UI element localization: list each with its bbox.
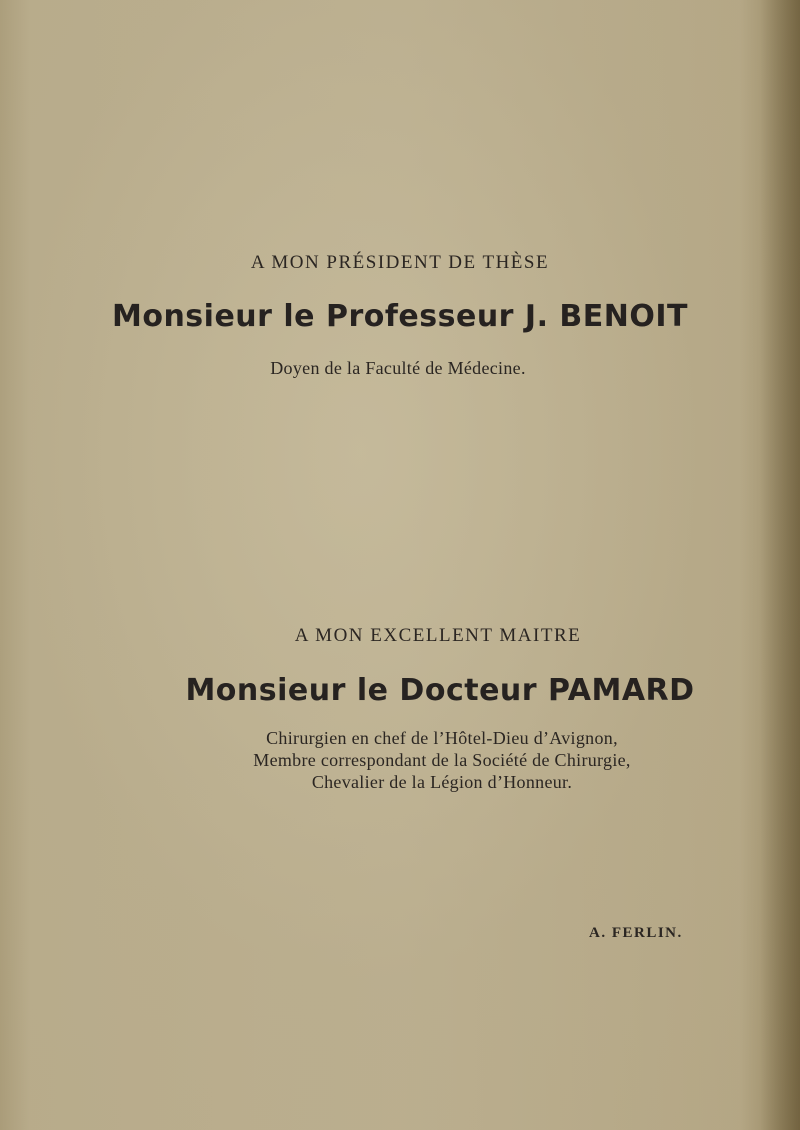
president-name: Monsieur le Professeur J. BENOIT <box>111 299 689 334</box>
master-name: Monsieur le Docteur PAMARD <box>185 673 695 708</box>
show-through-bleed <box>180 215 670 255</box>
master-title-line: Chevalier de la Légion d’Honneur. <box>311 772 573 792</box>
page-edge-shadow <box>760 0 800 1130</box>
master-title-line: Membre correspondant de la Société de Chirurgie, <box>253 750 631 770</box>
author-signature: A. FERLIN. <box>589 925 683 941</box>
master-title-line: Chirurgien en chef de l’Hôtel-Dieu d’Avignon, <box>266 728 618 748</box>
president-dedication-heading: A MON PRÉSIDENT DE THÈSE <box>250 252 550 273</box>
president-title: Doyen de la Faculté de Médecine. <box>270 358 526 378</box>
master-dedication-heading: A MON EXCELLENT MAITRE <box>294 625 582 646</box>
